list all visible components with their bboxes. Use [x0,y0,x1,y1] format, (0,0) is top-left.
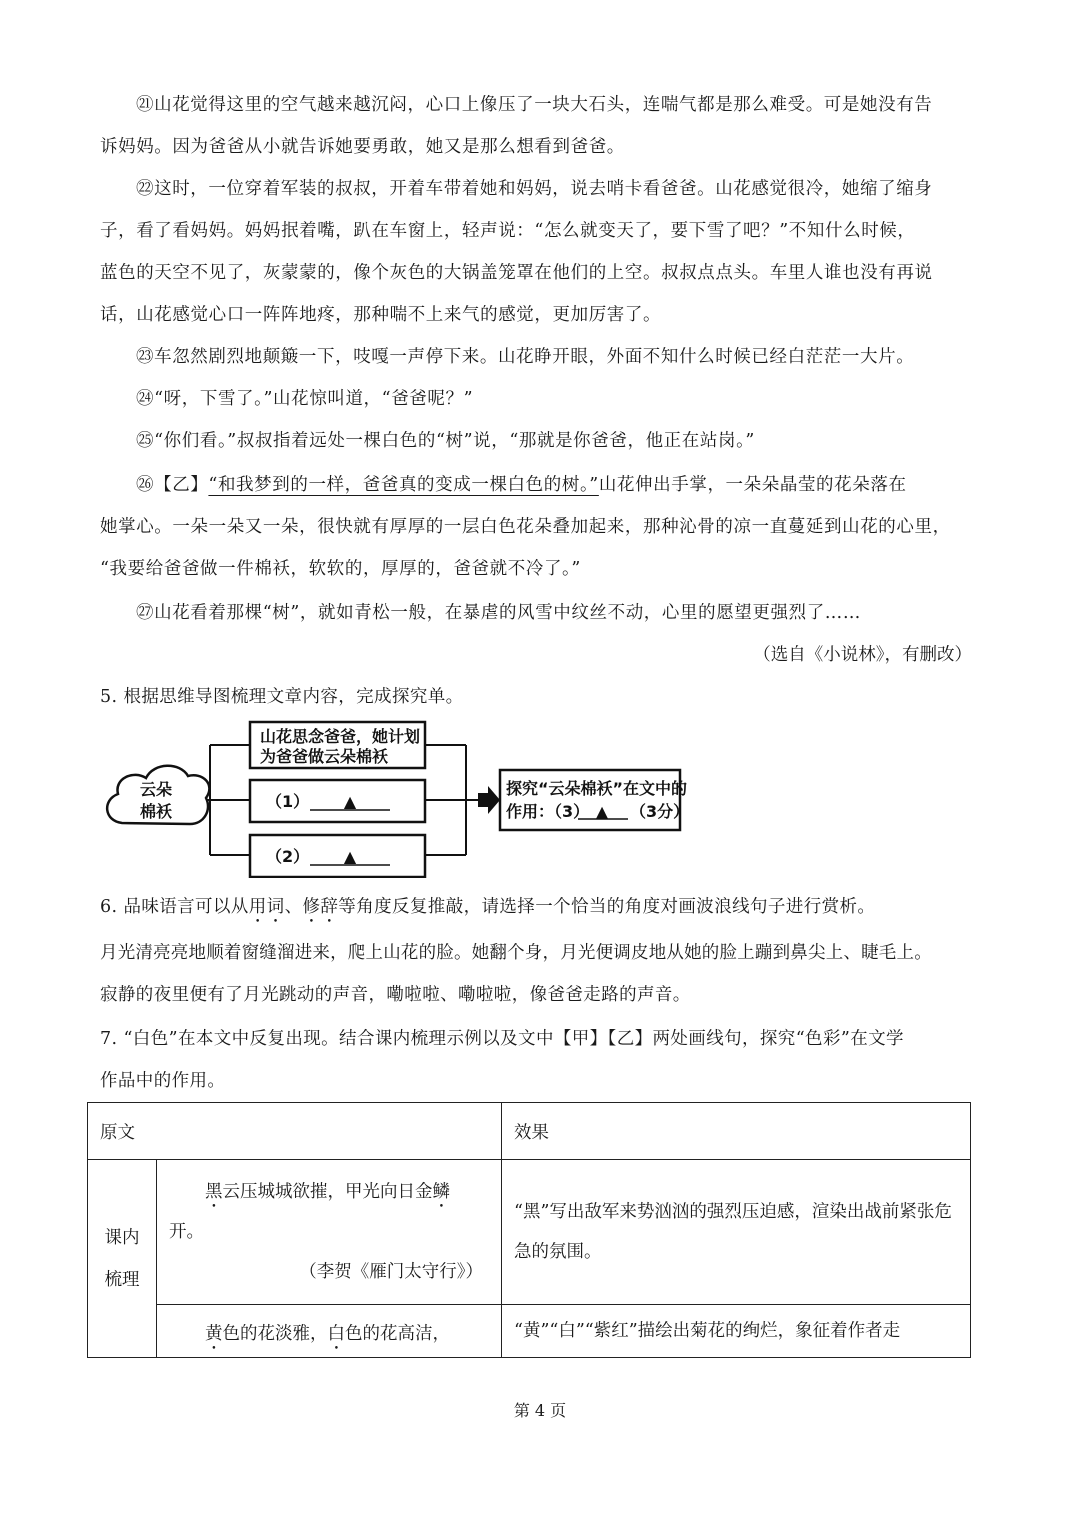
category-line: 梳理 [104,1269,140,1290]
emphasis-char: 黑 [205,1182,223,1202]
marker-yi: ㉖【乙】 [136,475,209,495]
emphasis-char: 黄 [205,1324,223,1344]
result-line2-b: （3分） [630,802,690,821]
result-line1: 探究“云朵棉袄”在文中的 [506,779,688,798]
question-7-line1: 7. “白色”在本文中反复出现。结合课内梳理示例以及文中【甲】【乙】两处画线句，探究“色彩”在文学 [100,1029,904,1049]
blank-triangle-2: ▲ [343,847,357,866]
effect-cell: “黑”写出敌军来势汹汹的强烈压迫感，渲染出战前紧张危急的氛围。 [502,1160,971,1305]
header-original: 原文 [88,1103,502,1160]
original-attribution: （李贺《雁门太守行》） [299,1262,483,1282]
paragraph-line: 蓝色的天空不见了，灰蒙蒙的，像个灰色的大锅盖笼罩在他们的上空。叔叔点点头。车里人谁也没有再说 [100,263,933,283]
header-effect: 效果 [502,1103,971,1160]
emphasis-char: 鳞 [432,1182,450,1202]
question-5: 5. 根据思维导图梳理文章内容，完成探究单。 [100,687,464,707]
box3-label: （2） [266,847,310,866]
paragraph-line: 诉妈妈。因为爸爸从小就告诉她要勇敢，她又是那么想看到爸爸。 [100,137,625,157]
original-text-part: 色的花淡雅， [222,1324,328,1344]
paragraph-line: ㉑山花觉得这里的空气越来越沉闷，心口上像压了一块大石头，连喘气都是那么难受。可是她没有告 [136,95,933,115]
paragraph-line: “我要给爸爸做一件棉袄，软软的，厚厚的，爸爸就不冷了。” [100,559,581,579]
paragraph-24: ㉔“呀，下雪了。”山花惊叫道，“爸爸呢？” [136,389,474,409]
cloud-label-line2: 棉袄 [139,802,173,821]
source-citation: （选自《小说林》，有删改） [753,645,972,665]
question-7-line2: 作品中的作用。 [100,1071,226,1091]
paragraph-26 [100,464,980,590]
arrow-right-icon [478,786,500,814]
paragraph-23: ㉓车忽然剧烈地颠簸一下，吱嘎一声停下来。山花睁开眼，外面不知什么时候已经白茫茫一大片。 [136,347,915,367]
paragraph-27: ㉗山花看着那棵“树”，就如青松一般，在暴虐的风雪中纹丝不动，心里的愿望更强烈了…… [136,603,861,623]
original-cell [157,1305,502,1358]
effect-cell: “黄”“白”“紫红”描绘出菊花的绚烂，象征着作者走 [502,1305,971,1358]
table-row [88,1160,971,1305]
wavy-sentence-line1: 月光清亮亮地顺着窗缝溜进来，爬上山花的脸。她翻个身，月光便调皮地从她的脸上蹦到鼻尖上、睫毛上。 [100,943,932,963]
original-text-line2: 开。 [169,1222,204,1242]
q6-text: 等角度反复推敲，请选择一个恰当的角度对画波浪线句子进行赏析。 [338,897,876,917]
paragraph-line [100,464,980,506]
mind-map [100,718,690,878]
paragraph-25: ㉕“你们看。”叔叔指着远处一棵白色的“树”说，“那就是你爸爸，他正在站岗。” [136,431,755,451]
table-header-row [88,1103,971,1160]
paragraph-21 [100,84,980,168]
analysis-table [87,1102,971,1358]
emphasis-word: 修辞 [302,897,339,917]
category-cell [88,1160,157,1358]
page-number: 第 4 页 [513,1401,567,1420]
paragraph-line: ㉒这时，一位穿着军装的叔叔，开着车带着她和妈妈，说去哨卡看爸爸。山花感觉很冷，她缩了缩身 [136,179,933,199]
paragraph-line: 她掌心。一朵一朵又一朵，很快就有厚厚的一层白色花朵叠加起来，那种沁骨的凉一直蔓延到山花的心里， [100,517,951,537]
original-text [169,1172,489,1212]
original-text-part: 色的花高洁， [345,1324,450,1344]
result-line2-a: 作用：（3） [506,802,590,821]
paragraph-text: 山花伸出手掌，一朵朵晶莹的花朵落在 [598,475,907,495]
question-6 [100,886,990,928]
box2-label: （1） [266,792,310,811]
paragraph-22 [100,168,980,336]
box1-line2: 为爸爸做云朵棉袄 [260,747,389,766]
paragraph-line: 话，山花感觉心口一阵阵地疼，那种喘不上来气的感觉，更加厉害了。 [100,305,662,325]
underlined-sentence-yi: “和我梦到的一样，爸爸真的变成一棵白色的树。” [208,475,599,495]
original-cell [157,1160,502,1305]
box1-line1: 山花思念爸爸，她计划 [260,727,421,746]
q6-text: 6. 品味语言可以从 [100,897,249,917]
blank-triangle-1: ▲ [343,792,357,811]
q6-text: 、 [284,897,303,917]
table-row [88,1305,971,1358]
original-text-part: 云压城城欲摧，甲光向日金 [222,1182,433,1202]
paragraph-line: 子，看了看妈妈。妈妈抿着嘴，趴在车窗上，轻声说：“怎么就变天了，要下雪了吧？”不知什么时候， [100,221,916,241]
emphasis-word: 用词 [248,897,285,917]
original-text [169,1314,489,1354]
category-line: 课内 [104,1227,140,1248]
cloud-label-line1: 云朵 [139,780,173,799]
blank-triangle-3: ▲ [595,802,609,821]
wavy-sentence-line2: 寂静的夜里便有了月光跳动的声音，嘞啦啦、嘞啦啦，像爸爸走路的声音。 [100,985,691,1005]
emphasis-char: 白 [327,1324,345,1344]
